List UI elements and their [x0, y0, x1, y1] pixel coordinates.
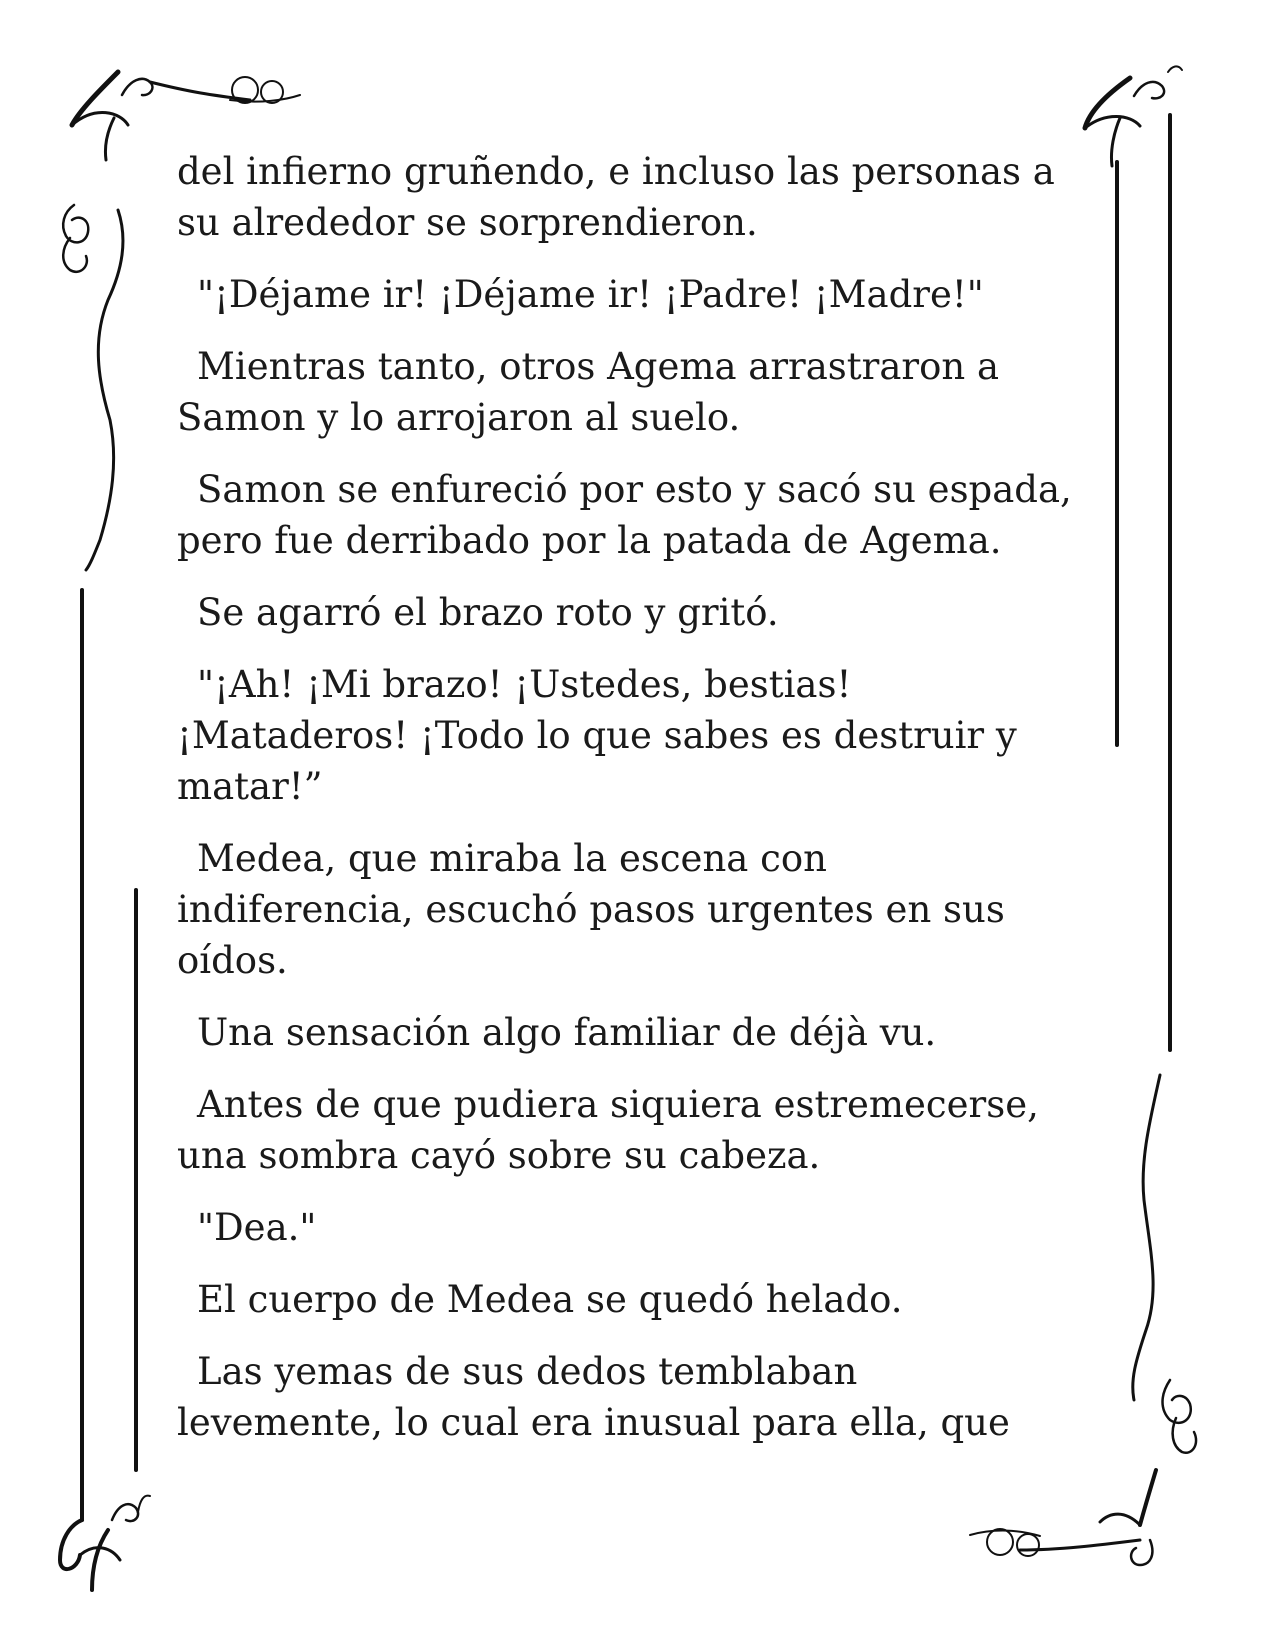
paragraph: Las yemas de sus dedos temblaban levemente, lo cual era inusual para ella, que: [177, 1350, 1010, 1444]
paragraph: El cuerpo de Medea se quedó helado.: [197, 1278, 903, 1321]
paragraph: Antes de que pudiera siquiera estremecerse, una sombra cayó sobre su cabeza.: [177, 1083, 1039, 1177]
story-text: [177, 146, 1097, 1469]
paragraph: Mientras tanto, otros Agema arrastraron a Samon y lo arrojaron al suelo.: [177, 345, 1000, 439]
paragraph: Medea, que miraba la escena con indiferencia, escuchó pasos urgentes en sus oídos.: [177, 837, 1005, 982]
paragraph: Samon se enfureció por esto y sacó su espada, pero fue derribado por la patada de Agema.: [177, 468, 1072, 562]
paragraph: Una sensación algo familiar de déjà vu.: [197, 1011, 937, 1054]
paragraph: Se agarró el brazo roto y gritó.: [197, 591, 779, 634]
paragraph: del infierno gruñendo, e incluso las personas a su alrededor se sorprendieron.: [177, 150, 1055, 244]
paragraph: "¡Ah! ¡Mi brazo! ¡Ustedes, bestias! ¡Mataderos! ¡Todo lo que sabes es destruir y matar!”: [177, 663, 1017, 808]
paragraph: "Dea.": [197, 1206, 317, 1249]
flourish-bottom-left-icon: [60, 1496, 150, 1590]
flourish-top-right-icon: [1085, 66, 1182, 166]
paragraph: "¡Déjame ir! ¡Déjame ir! ¡Padre! ¡Madre!": [197, 273, 984, 316]
